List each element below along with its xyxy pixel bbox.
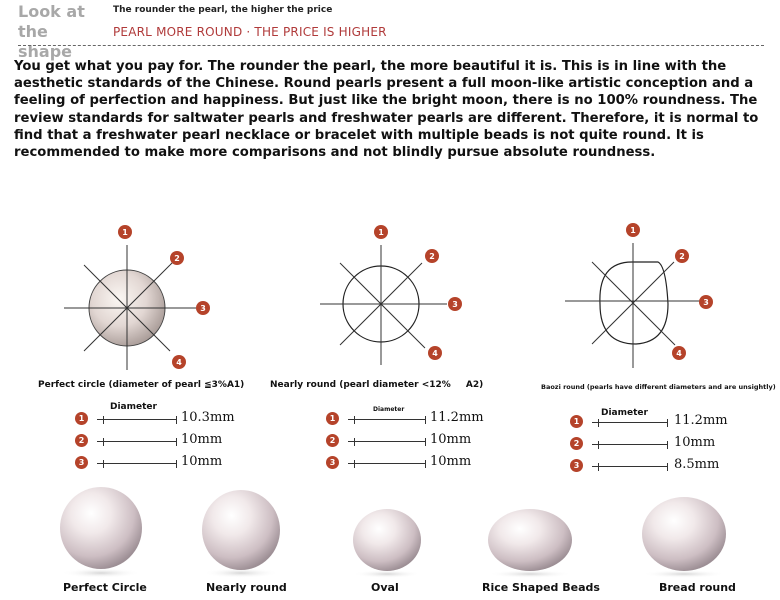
baozi-round-diagram: [540, 220, 740, 380]
measure-value: 10mm: [674, 435, 716, 450]
measure-value: 10mm: [430, 432, 472, 447]
marker-2: 2: [75, 434, 88, 447]
diameter-label: Diameter: [110, 402, 157, 412]
measure-value: 11.2mm: [674, 413, 728, 428]
intro-paragraph: You get what you pay for. The rounder the pearl, the more beautiful it is. This is in line with the aesthetic standards of the Chinese. Round pearls present a full moon-like artistic conception and a feeling of perfection and happiness. But just like the bright moon, there is no 100% roundness. The review standards for saltwater pearls and freshwater pearls are different. Therefore, it is normal to find that a freshwater pearl necklace or bracelet with multiple beads is not quite round. It is recommended to make more comparisons and not blindly pursue absolute roundness.: [14, 59, 759, 161]
pearl-label-perfect-circle: Perfect Circle: [63, 581, 147, 594]
marker-3: 3: [326, 456, 339, 469]
measure-row: [570, 413, 770, 433]
measure-row: [75, 410, 275, 430]
measure-value: 10mm: [430, 454, 472, 469]
marker-2: 2: [429, 252, 435, 261]
caption-baozi-round: Baozi round (pearls have different diameters and are unsightly): [541, 383, 776, 391]
perfect-circle-diagram: [28, 220, 228, 380]
measure-value: 10mm: [181, 454, 223, 469]
tagline: The rounder the pearl, the higher the price: [113, 5, 333, 15]
divider: [18, 45, 764, 46]
marker-1: 1: [75, 412, 88, 425]
marker-4: 4: [176, 358, 182, 367]
marker-2: 2: [570, 437, 583, 450]
diameter-label: Diameter: [601, 408, 648, 418]
rice-shaped-pearl: [488, 509, 572, 571]
measure-row: [570, 457, 770, 477]
section-tag: Look at the shape: [18, 2, 85, 61]
pearl-label-bread-round: Bread round: [659, 581, 736, 594]
measure-value: 10mm: [181, 432, 223, 447]
measure-row: [326, 432, 526, 452]
caption-perfect-circle: Perfect circle (diameter of pearl ≦3%A1): [38, 380, 245, 390]
measure-row: [326, 410, 526, 430]
pearl-label-nearly-round: Nearly round: [206, 581, 287, 594]
measure-row: [75, 454, 275, 474]
measure-value: 8.5mm: [674, 457, 720, 472]
marker-1: 1: [378, 228, 384, 237]
measure-row: [326, 454, 526, 474]
marker-3: 3: [570, 459, 583, 472]
measurements-nearly-round: [326, 406, 526, 486]
measure-value: 10.3mm: [181, 410, 235, 425]
marker-1: 1: [570, 415, 583, 428]
nearly-round-pearl: [202, 490, 280, 570]
marker-2: 2: [174, 254, 180, 263]
perfect-circle-pearl: [60, 487, 142, 569]
marker-3: 3: [75, 456, 88, 469]
nearly-round-diagram: [292, 220, 492, 380]
measurements-perfect-circle: [75, 402, 275, 482]
marker-3: 3: [200, 304, 206, 313]
marker-3: 3: [452, 300, 458, 309]
bread-round-pearl: [642, 497, 726, 571]
marker-1: 1: [122, 228, 128, 237]
marker-3: 3: [703, 298, 709, 307]
caption-nearly-round-text: Nearly round (pearl diameter <12%: [270, 380, 451, 390]
marker-1: 1: [630, 226, 636, 235]
measure-value: 11.2mm: [430, 410, 484, 425]
marker-2: 2: [326, 434, 339, 447]
oval-pearl: [353, 509, 421, 571]
marker-4: 4: [432, 349, 438, 358]
pearl-label-rice-shaped: Rice Shaped Beads: [482, 581, 600, 594]
marker-4: 4: [676, 349, 682, 358]
marker-1: 1: [326, 412, 339, 425]
pearl-label-oval: Oval: [371, 581, 399, 594]
measurements-baozi-round: [570, 408, 770, 488]
diameter-label: Diameter: [373, 406, 405, 413]
measure-row: [75, 432, 275, 452]
headline: PEARL MORE ROUND · THE PRICE IS HIGHER: [113, 25, 387, 39]
caption-nearly-round-suffix: A2): [465, 380, 484, 390]
outline-shape: [600, 262, 668, 344]
caption-nearly-round: [270, 380, 483, 390]
measure-row: [570, 435, 770, 455]
marker-2: 2: [679, 252, 685, 261]
pearl-shapes-row: [0, 478, 780, 578]
